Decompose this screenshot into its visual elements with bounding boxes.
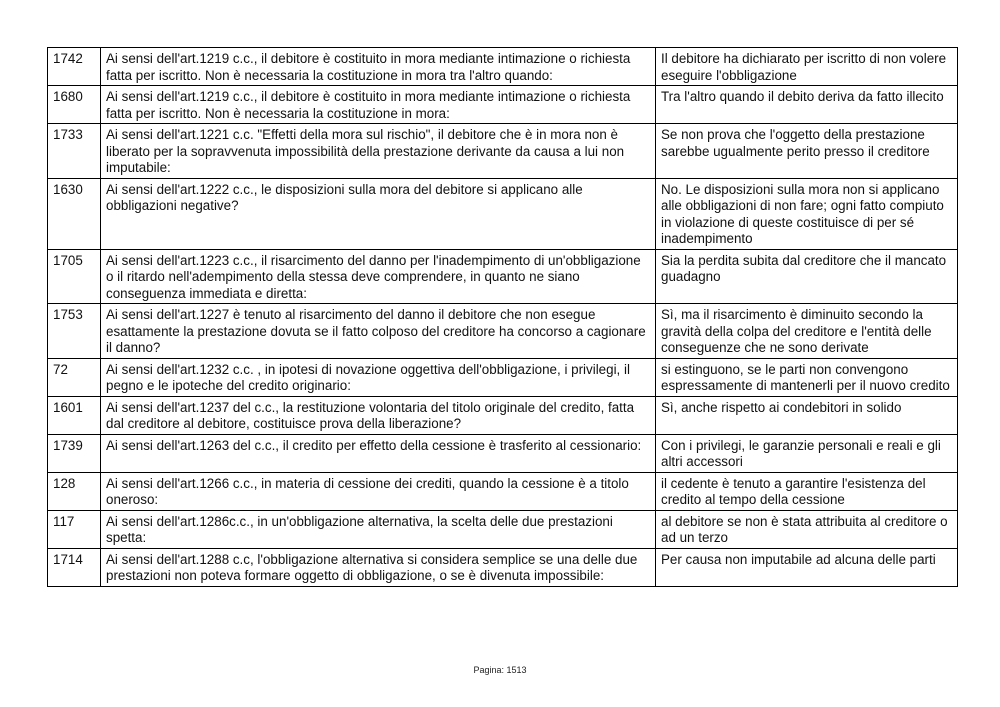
table-row (48, 48, 958, 86)
question-text: Ai sensi dell'art.1223 c.c., il risarcimento del danno per l'inadempimento di un'obbligazione o il ritardo nell'adempimento della stessa deve comprendere, in quanto ne siano conseguenza immediata e diretta: (101, 249, 656, 304)
answer-text: Sia la perdita subita dal creditore che il mancato guadagno (656, 249, 958, 304)
table-row (48, 472, 958, 510)
question-id: 1630 (48, 178, 101, 249)
question-id: 1714 (48, 548, 101, 586)
question-id: 128 (48, 472, 101, 510)
question-id: 1705 (48, 249, 101, 304)
question-text: Ai sensi dell'art.1288 c.c, l'obbligazione alternativa si considera semplice se una delle due prestazioni non poteva formare oggetto di obbligazione, o se è divenuta impossibile: (101, 548, 656, 586)
question-id: 72 (48, 358, 101, 396)
question-text: Ai sensi dell'art.1263 del c.c., il credito per effetto della cessione è trasferito al cessionario: (101, 434, 656, 472)
answer-text: al debitore se non è stata attribuita al creditore o ad un terzo (656, 510, 958, 548)
question-text: Ai sensi dell'art.1237 del c.c., la restituzione volontaria del titolo originale del credito, fatta dal creditore al debitore, costituisce prova della liberazione? (101, 396, 656, 434)
table-row (48, 249, 958, 304)
table-row (48, 434, 958, 472)
question-id: 1753 (48, 304, 101, 359)
question-text: Ai sensi dell'art.1232 c.c. , in ipotesi di novazione oggettiva dell'obbligazione, i privilegi, il pegno e le ipoteche del credito originario: (101, 358, 656, 396)
question-id: 1739 (48, 434, 101, 472)
answer-text: il cedente è tenuto a garantire l'esistenza del credito al tempo della cessione (656, 472, 958, 510)
table-row (48, 86, 958, 124)
table-row (48, 510, 958, 548)
answer-text: Sì, anche rispetto ai condebitori in solido (656, 396, 958, 434)
question-id: 1733 (48, 124, 101, 179)
question-id: 1742 (48, 48, 101, 86)
answer-text: Con i privilegi, le garanzie personali e reali e gli altri accessori (656, 434, 958, 472)
question-table (47, 47, 958, 587)
table-row (48, 358, 958, 396)
table-row (48, 396, 958, 434)
table-row (48, 178, 958, 249)
answer-text: Se non prova che l'oggetto della prestazione sarebbe ugualmente perito presso il creditore (656, 124, 958, 179)
page-number: Pagina: 1513 (473, 665, 527, 675)
question-text: Ai sensi dell'art.1219 c.c., il debitore è costituito in mora mediante intimazione o richiesta fatta per iscritto. Non è necessaria la costituzione in mora: (101, 86, 656, 124)
answer-text: Tra l'altro quando il debito deriva da fatto illecito (656, 86, 958, 124)
question-text: Ai sensi dell'art.1221 c.c. "Effetti della mora sul rischio", il debitore che è in mora non è liberato per la sopravvenuta impossibilità della prestazione derivante da causa a lui non imputabile: (101, 124, 656, 179)
question-text: Ai sensi dell'art.1286c.c., in un'obbligazione alternativa, la scelta delle due prestazioni spetta: (101, 510, 656, 548)
question-text: Ai sensi dell'art.1227 è tenuto al risarcimento del danno il debitore che non esegue esattamente la prestazione dovuta se il fatto colposo del creditore ha concorso a cagionare il danno? (101, 304, 656, 359)
answer-text: Sì, ma il risarcimento è diminuito secondo la gravità della colpa del creditore e l'entità delle conseguenze che ne sono derivate (656, 304, 958, 359)
question-text: Ai sensi dell'art.1222 c.c., le disposizioni sulla mora del debitore si applicano alle obbligazioni negative? (101, 178, 656, 249)
question-text: Ai sensi dell'art.1266 c.c., in materia di cessione dei crediti, quando la cessione è a titolo oneroso: (101, 472, 656, 510)
question-text: Ai sensi dell'art.1219 c.c., il debitore è costituito in mora mediante intimazione o richiesta fatta per iscritto. Non è necessaria la costituzione in mora tra l'altro quando: (101, 48, 656, 86)
answer-text: si estinguono, se le parti non convengono espressamente di mantenerli per il nuovo credito (656, 358, 958, 396)
table-row (48, 124, 958, 179)
table-row (48, 304, 958, 359)
answer-text: Il debitore ha dichiarato per iscritto di non volere eseguire l'obbligazione (656, 48, 958, 86)
question-id: 117 (48, 510, 101, 548)
question-id: 1601 (48, 396, 101, 434)
question-id: 1680 (48, 86, 101, 124)
answer-text: Per causa non imputabile ad alcuna delle parti (656, 548, 958, 586)
answer-text: No. Le disposizioni sulla mora non si applicano alle obbligazioni di non fare; ogni fatto compiuto in violazione di queste costituisce di per sé inadempimento (656, 178, 958, 249)
table-row (48, 548, 958, 586)
